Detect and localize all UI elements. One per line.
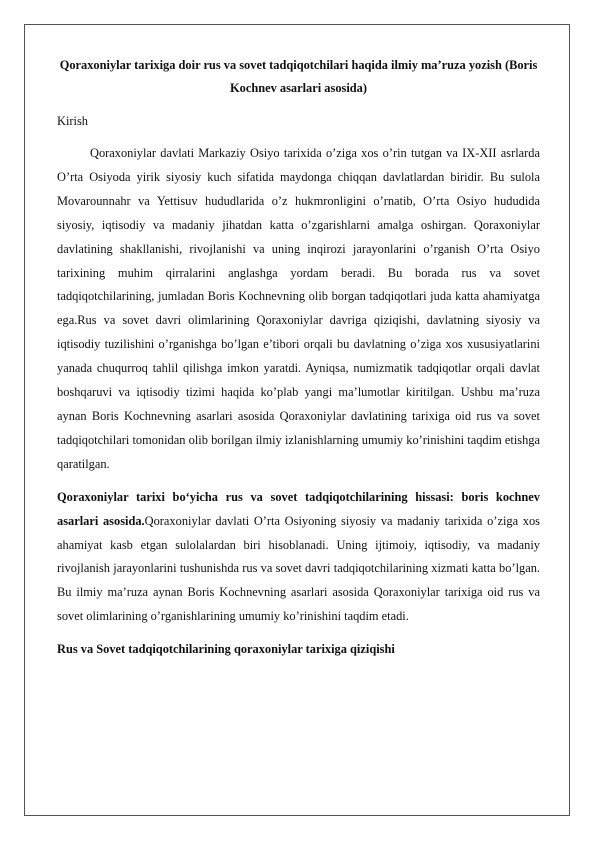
document-body bbox=[57, 54, 540, 660]
section1-paragraph bbox=[57, 486, 540, 629]
section1-bold-lead: Qoraxoniylar tarixi bo‘yicha rus va sovet tadqiqotchilarining hissasi: boris kochnev asarlari asosida. bbox=[57, 489, 540, 528]
section1-text: Qoraxoniylar davlati O’rta Osiyoning siyosiy va madaniy tarixida o’ziga xos ahamiyat kasb etgan sulolalardan biri hisoblanadi. Uning ijtimoiy, iqtisodiy, va madaniy rivojlanish jarayonlarini tushunishda rus va sovet davri tadqiqotchilarining xizmati katta bo’lgan. Bu ilmiy ma’ruza aynan Boris Kochnevning asarlari asosida Qoraxoniylar tarixiga oid rus va sovet olimlarining o’rganishlarining umumiy ko’rinishini taqdim etadi. bbox=[57, 513, 540, 624]
intro-paragraph: Qoraxoniylar davlati Markaziy Osiyo tarixida o’ziga xos o’rin tutgan va IX-XII asrlarda O’rta Osiyoda yirik siyosiy kuch sifatida maydonga chiqqan davlatlardan biridir. Bu sulola Movarounnahr va Yettisuv hududlarida o’z hukmronligini o’rnatib, O’rta Osiyo hududida siyosiy, iqtisodiy va madaniy jihatdan katta o’zgarishlarni amalga oshirgan. Qoraxoniylar davlatining shakllanishi, rivojlanishi va uning inqirozi jarayonlarini o’rganish O’rta Osiyo tarixining muhim qirralarini anglashga yordam beradi. Bu borada rus va sovet tadqiqotchilarining, jumladan Boris Kochnevning olib borgan tadqiqotlari juda katta ahamiyatga ega.Rus va sovet davri olimlarining Qoraxoniylar davriga qiziqishi, davlatning siyosiy va iqtisodiy tuzilishini o’rganishga bo’lgan e’tibori orqali bu davlatning o’ziga xos xususiyatlarini yanada chuqurroq tahlil qilishga imkon yaratdi. Ayniqsa, numizmatik tadqiqotlar orqali davlat boshqaruvi va iqtisodiy tizimi haqida ko’plab yangi ma’lumotlar kiritilgan. Ushbu ma’ruza aynan Boris Kochnevning asarlari asosida Qoraxoniylar davlatining tarixiga oid rus va sovet tadqiqotchilari tomonidan olib borilgan ilmiy izlanishlarning umumiy ko’rinishini taqdim etishga qaratilgan. bbox=[57, 146, 540, 471]
document-title: Qoraxoniylar tarixiga doir rus va sovet tadqiqotchilari haqida ilmiy ma’ruza yozish (Boris Kochnev asarlari asosida) bbox=[59, 58, 538, 95]
section2-heading: Rus va Sovet tadqiqotchilarining qoraxoniylar tarixiga qiziqishi bbox=[57, 642, 395, 657]
intro-heading: Kirish bbox=[57, 114, 88, 128]
